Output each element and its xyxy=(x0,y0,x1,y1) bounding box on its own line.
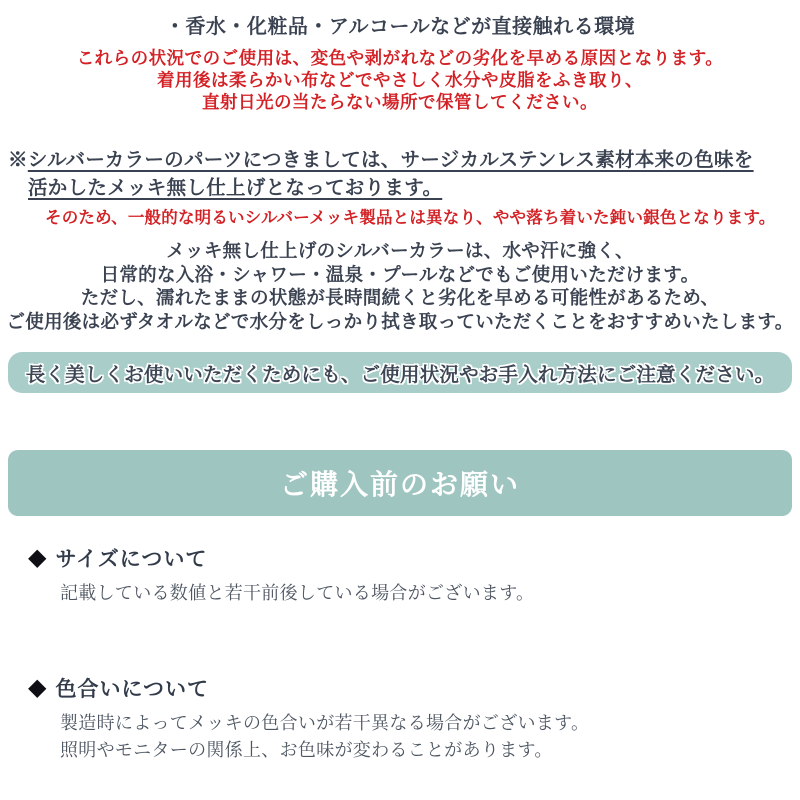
section-heading-label: サイズについて xyxy=(55,548,208,571)
care-note-text: 長く美しくお使いいただくためにも、ご使用状況やお手入れ方法にご注意ください。 xyxy=(25,363,775,386)
detail-line: メッキ無し仕上げのシルバーカラーは、水や汗に強く、 xyxy=(166,240,634,261)
silver-note-line xyxy=(8,174,796,202)
care-note-banner xyxy=(8,352,792,393)
silver-color-note xyxy=(8,146,796,228)
detail-line: ただし、濡れたままの状態が長時間続くと劣化を早める可能性があるため、 xyxy=(80,287,720,308)
env-condition-item: ・香水・化粧品・アルコールなどが直接触れる環境 xyxy=(164,16,636,38)
silver-note-underlined-text: 活かしたメッキ無し仕上げとなっております。 xyxy=(28,177,443,199)
silver-note-red-remark: そのため、一般的な明るいシルバーメッキ製品とは異なり、やや落ち着いた鈍い銀色となります。 xyxy=(45,209,776,227)
silver-care-detail xyxy=(0,239,800,333)
section-body-line: 記載している数値と若干前後している場合がございます。 xyxy=(60,583,535,603)
section-heading-color xyxy=(28,673,209,703)
usage-warning-text xyxy=(0,47,800,113)
section-heading-size xyxy=(28,543,207,573)
detail-line: 日常的な入浴・シャワー・温泉・プールなどでもご使用いただけます。 xyxy=(100,263,700,285)
warning-line: 着用後は柔らかい布などでやさしく水分や皮脂をふき取り、 xyxy=(157,70,643,90)
purchase-title-banner xyxy=(8,450,792,516)
section-heading-label: 色合いについて xyxy=(55,678,210,701)
section-body-size xyxy=(60,580,790,607)
section-body-line: 製造時によってメッキの色合いが若干異なる場合がございます。 xyxy=(60,713,590,733)
section-body-line: 照明やモニターの関係上、お色味が変わることがあります。 xyxy=(60,740,553,760)
warning-line: 直射日光の当たらない場所で保管してください。 xyxy=(202,92,598,112)
diamond-bullet-icon: ◆ xyxy=(28,674,47,701)
detail-line: ご使用後は必ずタオルなどで水分をしっかり拭き取っていただくことをおすすめいたします。 xyxy=(6,310,794,332)
silver-note-underlined-text: シルバーカラーのパーツにつきましては、サージカルステンレス素材本来の色味を xyxy=(27,149,754,171)
section-body-color xyxy=(60,710,790,764)
warning-line: これらの状況でのご使用は、変色や剥がれなどの劣化を早める原因となります。 xyxy=(76,48,724,68)
purchase-title: ご購入前のお願い xyxy=(279,469,520,500)
reference-mark: ※ xyxy=(8,149,28,171)
diamond-bullet-icon: ◆ xyxy=(28,544,47,571)
silver-note-line xyxy=(8,146,796,174)
